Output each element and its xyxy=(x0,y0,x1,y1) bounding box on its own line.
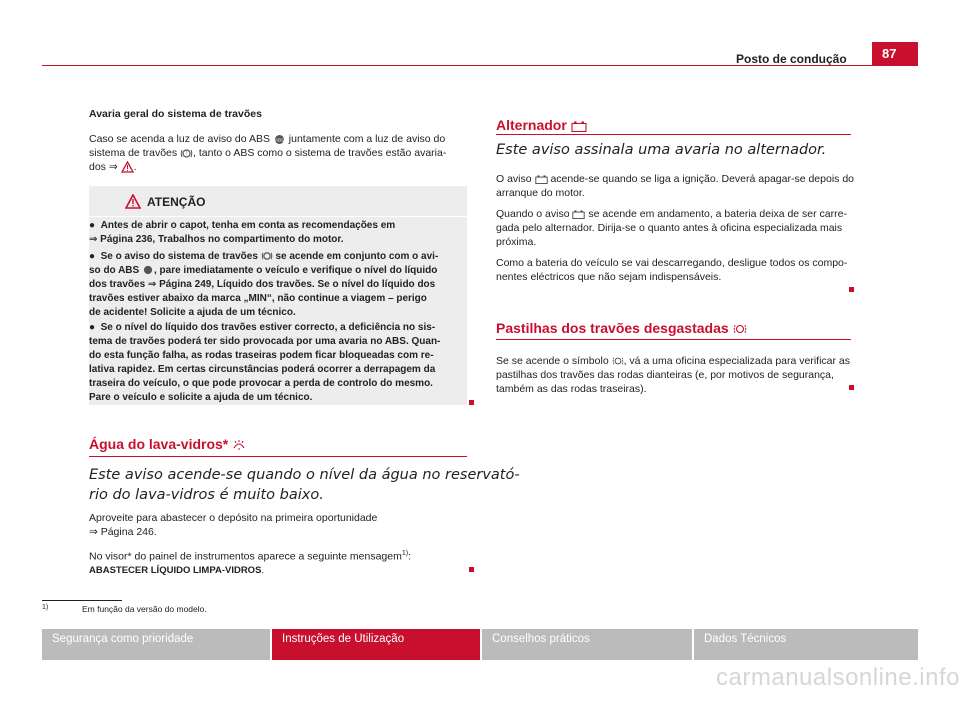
warning-item: ● Se o aviso do sistema de travões se acende em conjunto com o avi- so do ABS , pare imediatamente o veículo e verifique o nível do líquido dos travões ⇒ Página 249, Líquido dos travões. Se o nível do líquido dos travões estiver abaixo da marca „MIN“, não continue a viagem – perigo de acidente! Solicite a ajuda de um técnico. xyxy=(89,250,461,320)
battery-icon xyxy=(535,173,548,185)
footnote-text: Em função da versão do modelo. xyxy=(82,604,207,614)
footer-tab-instructions[interactable]: Instruções de Utilização xyxy=(272,629,480,660)
warning-text: lativa rapidez. Em certas circunstâncias poderá ocorrer a derrapagem da xyxy=(89,364,436,375)
section-end-marker xyxy=(469,567,474,572)
brake-pads-text: pastilhas dos travões das rodas dianteiras (e, por motivos de segurança, xyxy=(496,369,834,381)
alternator-heading-rule xyxy=(496,134,851,135)
brake-pads-heading-text: Pastilhas dos travões desgastadas xyxy=(496,320,729,336)
brake-text: . xyxy=(133,161,137,173)
washer-text: Aproveite para abastecer o depósito na primeira oportunidade xyxy=(89,512,378,524)
alternator-text: nentes eléctricos que não sejam indispensáveis. xyxy=(496,271,722,283)
warning-triangle-icon xyxy=(121,161,134,173)
alternator-heading xyxy=(496,117,587,133)
warning-text: se acende em conjunto com o avi- xyxy=(275,251,439,262)
brake-text: juntamente com a luz de aviso do xyxy=(288,133,446,145)
section-end-marker xyxy=(849,287,854,292)
warning-divider xyxy=(89,216,467,217)
washer-heading-text: Água do lava-vidros* xyxy=(89,436,229,452)
warning-text: Antes de abrir o capot, tenha em conta as recomendações em xyxy=(100,220,396,231)
footnote-rule xyxy=(42,600,122,601)
washer-text: No visor* do painel de instrumentos aparece a seguinte mensagem xyxy=(89,550,402,563)
warning-text: so do ABS xyxy=(89,265,140,276)
warning-text: tema de travões poderá ter sido provocada por uma avaria no ABS. Quan- xyxy=(89,336,441,347)
brake-pad-icon xyxy=(612,355,624,367)
alternator-text: Como a bateria do veículo se vai descarregando, desligue todos os compo- xyxy=(496,257,848,269)
brake-heading: Avaria geral do sistema de travões xyxy=(89,108,262,120)
footer-tab-tips[interactable]: Conselhos práticos xyxy=(482,629,692,660)
washer-intro-line: rio do lava-vidros é muito baixo. xyxy=(89,487,324,503)
washer-intro xyxy=(89,465,520,505)
battery-icon xyxy=(571,117,587,133)
alternator-text: arranque do motor. xyxy=(496,187,585,199)
alternator-text: O aviso xyxy=(496,173,532,185)
warning-text: Se o aviso do sistema de travões xyxy=(100,251,258,262)
washer-text: ⇒ Página 246. xyxy=(89,526,157,538)
washer-heading xyxy=(89,436,246,452)
brake-pad-icon xyxy=(733,320,747,336)
battery-icon xyxy=(572,208,585,220)
abs-icon xyxy=(273,133,286,145)
alternator-text: gada pelo alternador. Dirija-se o quanto antes à oficina especializada mais xyxy=(496,222,843,234)
brake-pads-text: , vá a uma oficina especializada para verificar as xyxy=(623,355,851,367)
alternator-text: próxima. xyxy=(496,236,537,248)
warning-text: travões estiver abaixo da marca „MIN“, não continue a viagem – perigo xyxy=(89,293,427,304)
brake-pads-heading xyxy=(496,320,747,336)
warning-item: ● Antes de abrir o capot, tenha em conta as recomendações em ⇒ Página 236, Trabalhos no compartimento do motor. xyxy=(89,219,461,247)
footnote-mark: 1) xyxy=(42,604,49,611)
warning-title: ATENÇÃO xyxy=(147,195,206,209)
brake-system-icon xyxy=(180,147,193,159)
brake-pads-text: também as das rodas traseiras). xyxy=(496,383,647,395)
warning-text: , pare imediatamente o veículo e verifique o nível do líquido xyxy=(153,265,438,276)
washer-heading-rule xyxy=(89,456,467,457)
warning-text: Pare o veículo e solicite a ajuda de um técnico. xyxy=(89,392,313,403)
brake-text: , tanto o ABS como o sistema de travões estão avaria- xyxy=(193,147,447,159)
washer-icon xyxy=(232,436,246,452)
warning-text: dos travões ⇒ Página 249, Líquido dos travões. Se o nível do líquido dos xyxy=(89,279,436,290)
brake-pads-heading-rule xyxy=(496,339,851,340)
reference-arrow: dos ⇒ xyxy=(89,161,118,173)
alternator-heading-text: Alternador xyxy=(496,117,567,133)
alternator-paragraph xyxy=(496,172,856,284)
brake-text: Caso se acenda a luz de aviso do ABS xyxy=(89,133,270,145)
alternator-text: Quando o aviso xyxy=(496,208,570,220)
alternator-text: se acende em andamento, a bateria deixa de ser carre- xyxy=(588,208,847,220)
warning-item: ● Se o nível do líquido dos travões estiver correcto, a deficiência no sis- tema de travões poderá ter sido provocada por uma avaria no ABS. Quan- do esta função falha, as rodas traseiras podem ficar bloqueadas com re- lativa rapidez. Em certas circunstâncias poderá ocorrer a derrapagem da traseira do veículo, o que pode provocar a perda de controlo do mesmo. Pare o veículo e solicite a ajuda de um técnico. xyxy=(89,321,461,405)
footnote-ref: 1) xyxy=(401,550,409,557)
washer-intro-line: Este aviso acende-se quando o nível da água no reservató- xyxy=(89,467,520,483)
section-end-marker xyxy=(849,385,854,390)
alternator-text: acende-se quando se liga a ignição. Deverá apagar-se depois do xyxy=(550,173,854,185)
abs-icon xyxy=(142,265,154,276)
svg-text:ABS: ABS xyxy=(274,137,284,143)
washer-text: . xyxy=(261,564,265,576)
brake-text: sistema de travões xyxy=(89,147,178,159)
brake-paragraph xyxy=(89,132,469,174)
alternator-intro: Este aviso assinala uma avaria no alternador. xyxy=(496,142,827,158)
warning-text: traseira do veículo, o que pode provocar a perda de controlo do mesmo. xyxy=(89,378,433,389)
brake-pads-text: Se se acende o símbolo xyxy=(496,355,609,367)
warning-text: de acidente! Solicite a ajuda de um técnico. xyxy=(89,307,296,318)
warning-triangle-icon xyxy=(125,193,141,211)
warning-text: do esta função falha, as rodas traseiras podem ficar bloqueadas com re- xyxy=(89,350,434,361)
footer-tab-safety[interactable]: Segurança como prioridade xyxy=(42,629,270,660)
section-end-marker xyxy=(469,400,474,405)
warning-text: Se o nível do líquido dos travões estiver correcto, a deficiência no sis- xyxy=(100,322,436,333)
svg-text:!: ! xyxy=(185,150,188,157)
page-number: 87 xyxy=(872,42,918,66)
watermark: carmanualsonline.info xyxy=(716,664,960,691)
brake-pads-paragraph xyxy=(496,354,850,396)
warning-text: ⇒ Página 236, Trabalhos no compartimento do motor. xyxy=(89,234,344,245)
washer-paragraph xyxy=(89,511,411,578)
display-message: ABASTECER LÍQUIDO LIMPA-VIDROS xyxy=(89,564,262,576)
section-title: Posto de condução xyxy=(736,52,847,66)
footer-tab-technical-data[interactable]: Dados Técnicos xyxy=(694,629,918,660)
washer-text: : xyxy=(408,550,412,563)
brake-system-icon xyxy=(261,251,273,262)
